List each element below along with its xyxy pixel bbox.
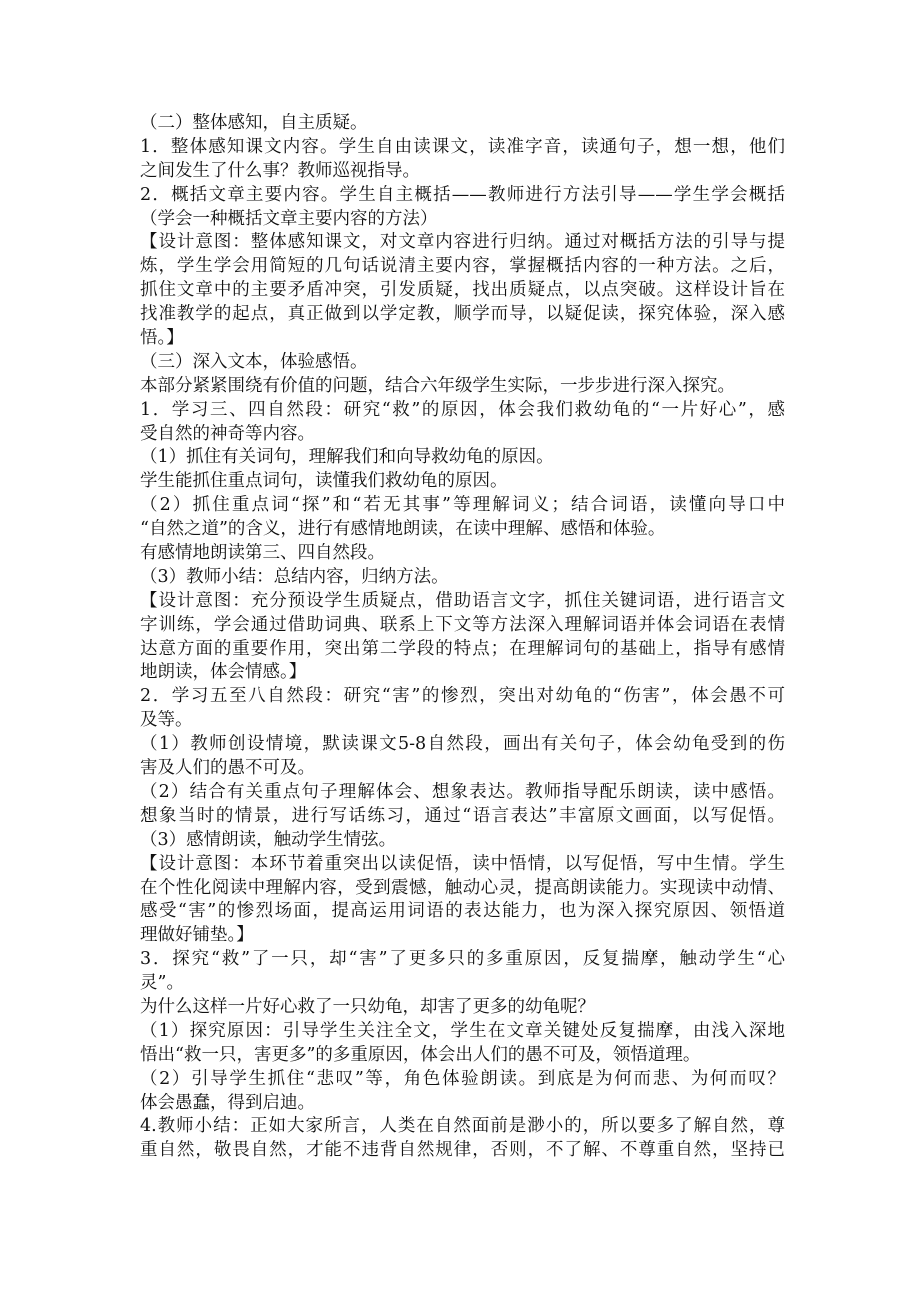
text-line: （2）引导学生抓住“悲叹”等，角色体验朗读。到底是为何而悲、为何而叹？ — [140, 1068, 785, 1089]
text-line: 【设计意图：充分预设学生质疑点，借助语言文字，抓住关键词语，进行语言文 — [140, 590, 785, 611]
text-line: 炼，学生学会用简短的几句话说清主要内容，掌握概括内容的一种方法。之后， — [140, 256, 785, 277]
text-line: 达意方面的重要作用，突出第二学段的特点；在理解词句的基础上，指导有感情 — [140, 638, 785, 659]
document-body — [140, 112, 785, 1163]
text-line: 在个性化阅读中理解内容，受到震憾，触动心灵，提高朗读能力。实现读中动情、 — [140, 877, 785, 898]
text-line: （1）抓住有关词句，理解我们和向导救幼龟的原因。 — [140, 447, 554, 468]
text-line: 悟出“救一只，害更多”的多重原因，体会出人们的愚不可及，领悟道理。 — [140, 1044, 701, 1065]
text-line: 体会愚蠢，得到启迪。 — [140, 1092, 315, 1113]
text-line: （2）结合有关重点句子理解体会、想象表达。教师指导配乐朗读，读中感悟。 — [140, 781, 785, 802]
text-line: 找准教学的起点，真正做到以学定教，顺学而导，以疑促读，探究体验，深入感 — [140, 304, 785, 325]
text-line: （学会一种概括文章主要内容的方法） — [140, 208, 438, 229]
text-line: 灵”。 — [140, 973, 184, 994]
text-line: 受自然的神奇等内容。 — [140, 423, 315, 444]
text-line: （1）探究原因：引导学生关注全文，学生在文章关键处反复揣摩，由浅入深地 — [140, 1020, 785, 1041]
text-line: 本部分紧紧围绕有价值的问题，结合六年级学生实际，一步步进行深入探究。 — [140, 375, 735, 396]
text-line: 理做好铺垫。】 — [140, 925, 254, 946]
text-line: 4.教师小结：正如大家所言，人类在自然面前是渺小的，所以要多了解自然，尊 — [140, 1116, 785, 1137]
text-line: 2．学习五至八自然段：研究“害”的惨烈，突出对幼龟的“伤害”，体会愚不可 — [140, 686, 785, 707]
text-line: 3．探究“救”了一只，却“害”了更多只的多重原因，反复揣摩，触动学生“心 — [140, 949, 785, 970]
text-line: 抓住文章中的主要矛盾冲突，引发质疑，找出质疑点，以点突破。这样设计旨在 — [140, 280, 785, 301]
text-line: 地朗读，体会情感。】 — [140, 662, 307, 683]
text-line: 有感情地朗读第三、四自然段。 — [140, 543, 385, 564]
text-line: 为什么这样一片好心救了一只幼龟，却害了更多的幼龟呢？ — [140, 996, 595, 1017]
text-line: 【设计意图：本环节着重突出以读促悟，读中悟情，以写促悟，写中生情。学生 — [140, 853, 785, 874]
text-line: 害及人们的愚不可及。 — [140, 758, 315, 779]
text-line: 之间发生了什么事？教师巡视指导。 — [140, 160, 420, 181]
text-line: （2）抓住重点词“探”和“若无其事”等理解词义；结合词语，读懂向导口中 — [140, 495, 785, 516]
text-line: （1）教师创设情境，默读课文5-8自然段，画出有关句子，体会幼龟受到的伤 — [140, 734, 785, 755]
text-line: 学生能抓住重点词句，读懂我们救幼龟的原因。 — [140, 471, 508, 492]
text-line: （3）教师小结：总结内容，归纳方法。 — [140, 566, 449, 587]
text-line: （3）感情朗读，触动学生情弦。 — [140, 829, 397, 850]
text-line: 想象当时的情景，进行写话练习，通过“语言表达”丰富原文画面，以写促悟。 — [140, 805, 785, 826]
text-line: 悟。】 — [140, 328, 184, 349]
text-line: 【设计意图：整体感知课文，对文章内容进行归纳。通过对概括方法的引导与提 — [140, 232, 785, 253]
text-line: 2．概括文章主要内容。学生自主概括——教师进行方法引导——学生学会概括 — [140, 184, 785, 205]
text-line: “自然之道”的含义，进行有感情地朗读，在读中理解、感悟和体验。 — [140, 519, 666, 540]
text-line: 1．整体感知课文内容。学生自由读课文，读准字音，读通句子，想一想，他们 — [140, 136, 785, 157]
text-line: （三）深入文本，体验感悟。 — [140, 351, 368, 372]
text-line: 重自然，敬畏自然，才能不违背自然规律，否则，不了解、不尊重自然，坚持已 — [140, 1140, 785, 1161]
text-line: 1．学习三、四自然段：研究“救”的原因，体会我们救幼龟的“一片好心”，感 — [140, 399, 785, 420]
text-line: 字训练，学会通过借助词典、联系上下文等方法深入理解词语并体会词语在表情 — [140, 614, 785, 635]
text-line: 感受“害”的惨烈场面，提高运用词语的表达能力，也为深入探究原因、领悟道 — [140, 901, 785, 922]
text-line: 及等。 — [140, 710, 193, 731]
text-line: （二）整体感知，自主质疑。 — [140, 113, 368, 133]
